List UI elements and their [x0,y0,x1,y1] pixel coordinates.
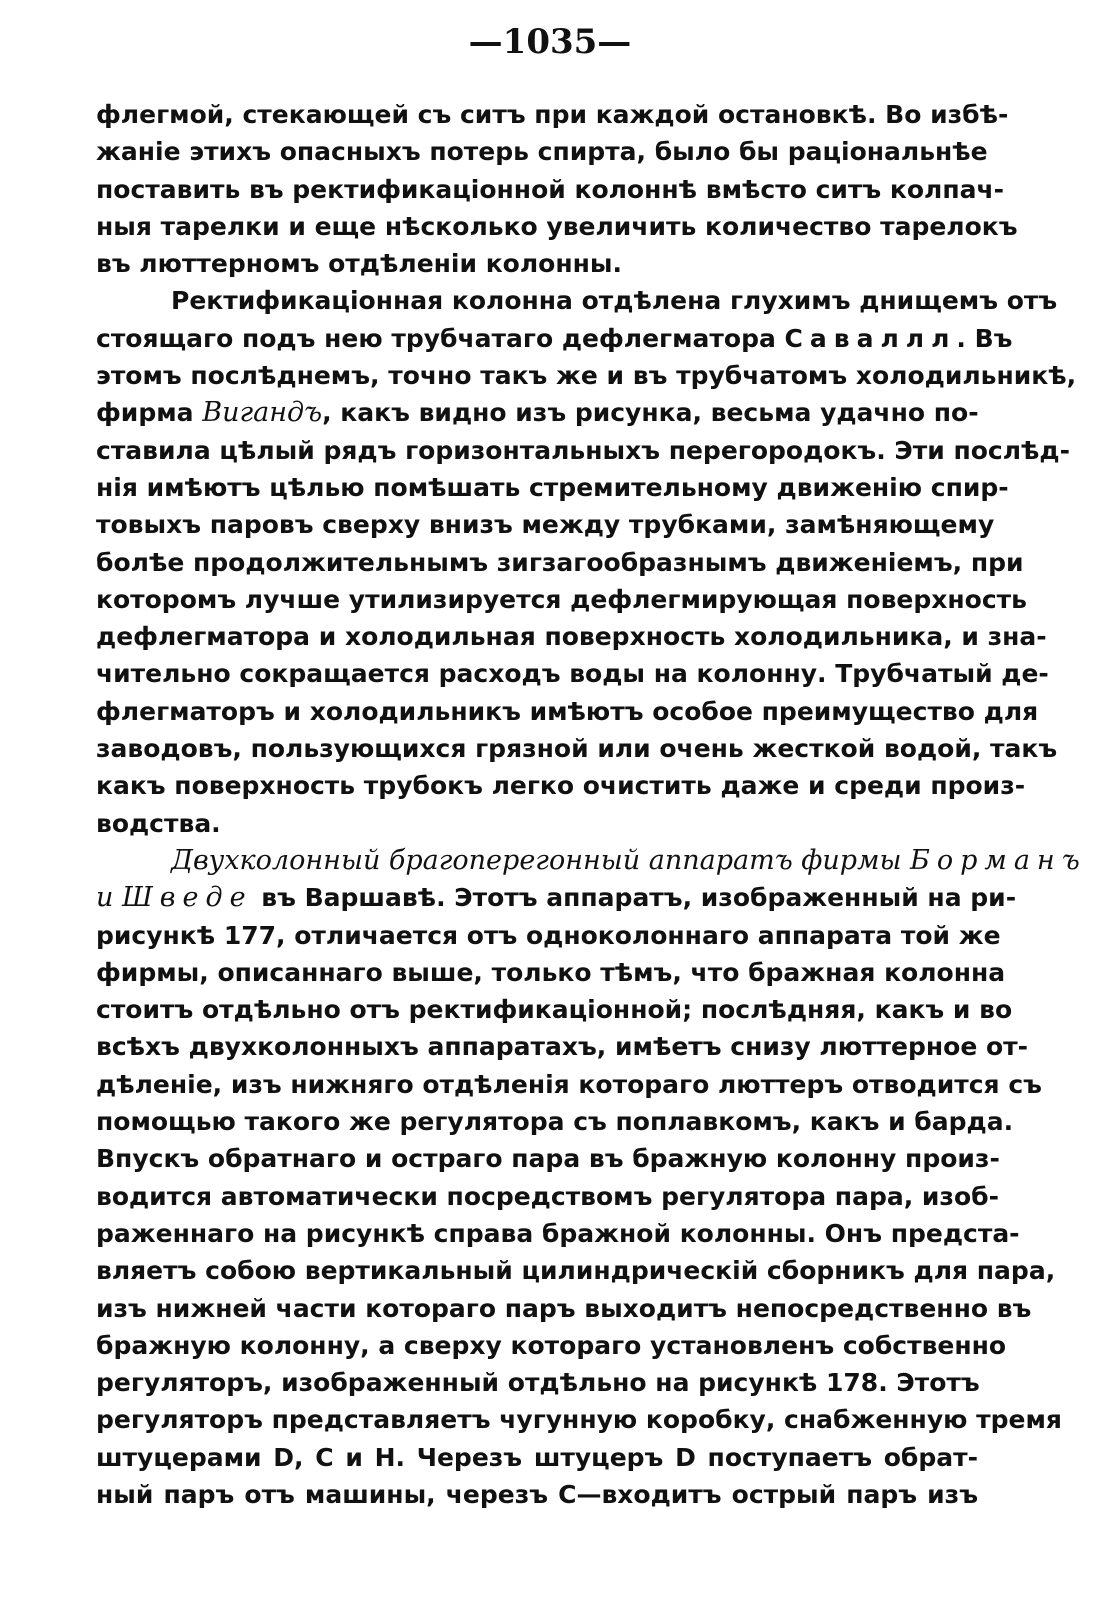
text-segment: рисункѣ 177, отличается отъ одноколоннаго аппарата той же [96,920,1001,950]
text-line [96,1215,1020,1252]
text-segment: чительно сокращается расходъ воды на колонну. Трубчатый де- [96,659,1049,689]
text-line [96,991,1013,1028]
text-line [96,842,1087,879]
text-segment: заводовъ, пользующихся грязной или очень жесткой водой, такъ [96,734,1058,764]
text-line [96,879,1017,916]
text-line [96,1364,978,1401]
text-line [96,954,1006,991]
text-segment: штуцерами D, C и H. Черезъ штуцеръ D поступаетъ обрат- [96,1442,978,1472]
text-segment: водства. [96,808,221,838]
italic-text-segment: Двухколонный брагоперегонный аппаратъ фирмы [171,844,911,876]
text-segment: этомъ послѣднемъ, точно такъ же и въ трубчатомъ холодильникѣ, [96,361,1077,391]
text-segment: болѣе продолжительнымъ зигзагообразнымъ движеніемъ, при [96,547,1024,577]
italic-text-segment: Борманъ [910,844,1087,876]
text-segment: въ Варшавѣ. Этотъ аппаратъ, изображенный на ри- [252,883,1017,913]
text-segment: раженнаго на рисункѣ справа бражной колонны. Онъ предста- [96,1218,1020,1248]
text-line [96,1140,1000,1177]
text-line [96,544,1024,581]
text-segment: . Въ [956,323,1013,353]
text-segment: фирма [96,398,203,428]
text-line [96,282,1058,319]
text-line [96,245,978,282]
text-line [96,1327,1007,1364]
text-segment: фирмы, описаннаго выше, только тѣмъ, что бражная колонна [96,957,1006,987]
text-segment: поставить въ ректификаціонной колоннѣ вмѣсто ситъ колпач- [96,174,1005,204]
text-segment: Впускъ обратнаго и остраго пара въ бражную колонну произ- [96,1144,1000,1174]
text-segment: Ректификаціонная колонна отдѣлена глухимъ днищемъ отъ [171,286,1058,316]
text-segment: изъ нижней части котораго паръ выходитъ непосредственно въ [96,1293,1032,1323]
text-line [96,208,1018,245]
italic-text-segment: и [96,882,122,914]
text-line [96,1290,1032,1327]
text-line [96,1252,1056,1289]
italic-text-segment: Вигандъ [202,397,323,429]
text-line [96,320,1013,357]
text-line [96,581,1027,618]
text-segment: стоящаго подъ нею трубчатаго дефлегматора [96,323,785,353]
text-line [96,1476,978,1513]
text-segment: жаніе этихъ опасныхъ потерь спирта, было бы раціональнѣе [96,137,988,167]
text-segment: регуляторъ представляетъ чугунную коробку, снабженную тремя [96,1405,1062,1435]
text-line [96,1439,978,1476]
text-line [96,917,1001,954]
text-segment: дефлегматора и холодильная поверхность холодильника, и зна- [96,622,1047,652]
text-line [96,394,978,431]
text-line [96,171,1005,208]
text-line [96,1028,1029,1065]
text-segment: регуляторъ, изображенный отдѣльно на рисункѣ 178. Этотъ [96,1368,980,1398]
text-line [96,1066,1042,1103]
text-line [96,1401,1062,1438]
text-segment: стоитъ отдѣльно отъ ректификаціонной; послѣдняя, какъ и во [96,995,1013,1025]
text-segment: которомъ лучше утилизируется дефлегмирующая поверхность [96,584,1027,614]
text-line [96,767,1026,804]
text-segment: бражную колонну, а сверху котораго установленъ собственно [96,1330,1007,1360]
text-segment: товыхъ паровъ сверху внизъ между трубками, замѣняющему [96,510,995,540]
text-line [96,730,1058,767]
spaced-text-segment: Саваллл [784,323,957,353]
text-segment: ставила цѣлый рядъ горизонтальныхъ перегородокъ. Эти послѣд- [96,435,1070,465]
text-line [96,618,1047,655]
text-line [96,805,978,842]
text-segment: помощью такого же регулятора съ поплавкомъ, какъ и барда. [96,1107,1014,1137]
text-line [96,1103,1014,1140]
body-text [96,96,1087,1513]
text-line [96,655,1049,692]
text-segment: ный паръ отъ машины, черезъ C—входитъ острый паръ изъ [96,1479,978,1509]
text-segment: въ люттерномъ отдѣленіи колонны. [96,249,622,279]
text-line [96,1178,999,1215]
text-segment: , какъ видно изъ рисунка, весьма удачно по- [322,398,979,428]
page-number: —1035— [468,22,632,62]
text-line [96,432,1070,469]
text-segment: дѣленіе, изъ нижняго отдѣленія котораго люттеръ отводится съ [96,1069,1042,1099]
text-segment: флегматоръ и холодильникъ имѣютъ особое преимущество для [96,696,1039,726]
text-line [96,357,1077,394]
text-line [96,506,995,543]
text-segment: ныя тарелки и еще нѣсколько увеличить количество тарелокъ [96,211,1018,241]
text-line [96,469,1009,506]
text-segment: какъ поверхность трубокъ легко очистить даже и среди произ- [96,771,1026,801]
text-line [96,133,988,170]
text-segment: вляетъ собою вертикальный цилиндрическій сборникъ для пара, [96,1256,1056,1286]
text-line [96,96,1009,133]
text-segment: всѣхъ двухколонныхъ аппаратахъ, имѣетъ снизу люттерное от- [96,1032,1029,1062]
text-segment: флегмой, стекающей съ ситъ при каждой остановкѣ. Во избѣ- [96,100,1009,129]
text-segment: нія имѣютъ цѣлью помѣшать стремительному движенію спир- [96,472,1009,502]
italic-text-segment: Шведе [121,882,253,914]
text-segment: водится автоматически посредствомъ регулятора пара, изоб- [96,1181,999,1211]
text-line [96,693,1039,730]
